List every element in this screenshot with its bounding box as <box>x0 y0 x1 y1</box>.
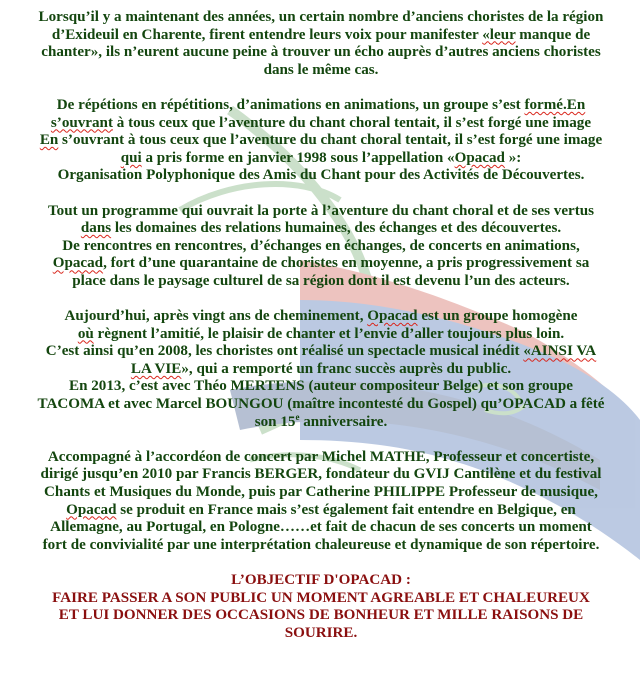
text-line <box>8 238 634 256</box>
text-line <box>8 150 634 168</box>
spellcheck-marked-text: s’ouvrant <box>50 114 113 131</box>
spellcheck-marked-text: où <box>77 325 94 342</box>
text-run: »: <box>504 149 522 166</box>
text-run: s’ouvrant à tous ceux que l’aventure du chant choral tentait, il s’est forgé une image <box>58 132 603 149</box>
spellcheck-marked-text: LA VIE <box>130 360 182 377</box>
text-line <box>8 273 634 291</box>
text-run: son 15 <box>254 413 296 430</box>
text-line <box>8 9 634 27</box>
text-run: L’OBJECTIF D'OPACAD : <box>231 572 411 588</box>
spellcheck-marked-text: En <box>39 132 59 149</box>
text-line <box>8 502 634 520</box>
text-line <box>8 132 634 150</box>
spellcheck-marked-text: dans <box>80 220 112 237</box>
text-run: Lorsqu’il y a maintenant des années, un certain nombre d’anciens choristes de la région <box>38 9 604 25</box>
text-run: Allemagne, au Portugal, en Pologne……et fait de chacun de ses concerts un moment <box>50 519 592 536</box>
text-run: Chants et Musiques du Monde, puis par Catherine PHILIPPE Professeur de musique, <box>44 484 598 501</box>
text-run: De répétions en répétitions, d’animations en animations, un groupe s’est <box>56 96 525 113</box>
document-text <box>8 9 634 660</box>
text-run: En 2013, c’est avec Théo MERTENS (auteur compositeur Belge) et son groupe <box>69 378 573 395</box>
text-run: d’Exideuil en Charente, firent entendre leurs voix pour manifester <box>51 26 483 43</box>
text-line <box>8 449 634 467</box>
text-line <box>8 220 634 238</box>
objective-heading <box>8 572 634 642</box>
text-line <box>8 572 634 590</box>
text-line <box>8 378 634 396</box>
spellcheck-marked-text: qui <box>120 149 142 166</box>
text-run: », qui a remporté un franc succès auprès du public. <box>181 360 512 377</box>
text-line <box>8 590 634 608</box>
paragraph-1 <box>8 9 634 79</box>
text-line <box>8 411 634 432</box>
text-run: a pris forme en janvier 1998 sous l’appellation « <box>141 149 455 166</box>
text-run: ET LUI DONNER DES OCCASIONS DE BONHEUR ET MILLE RAISONS DE <box>58 607 584 624</box>
paragraph-4 <box>8 308 634 431</box>
paragraph-5 <box>8 449 634 555</box>
superscript: e <box>295 411 300 422</box>
text-line <box>8 326 634 344</box>
text-line <box>8 519 634 537</box>
text-line <box>8 167 634 185</box>
text-run: FAIRE PASSER A SON PUBLIC UN MOMENT AGREABLE ET CHALEUREUX <box>52 589 590 606</box>
text-run: place dans le paysage culturel de sa région dont il est devenu l’un des acteurs. <box>72 272 570 289</box>
spellcheck-marked-text: formé.En <box>524 96 586 113</box>
text-run: Tout un programme qui ouvrait la porte à l’aventure du chant choral et de ses vertus <box>47 202 595 219</box>
text-run: est un groupe homogène <box>417 308 578 325</box>
text-run: anniversaire. <box>299 413 388 430</box>
text-line <box>8 361 634 379</box>
text-run: chanter», ils n’eurent aucune peine à trouver un écho auprès d’autres anciens choristes <box>41 44 601 61</box>
text-line <box>8 97 634 115</box>
text-run: dans le même cas. <box>263 61 379 78</box>
text-line <box>8 484 634 502</box>
text-run: TACOMA et avec Marcel BOUNGOU (maître incontesté du Gospel) qu’OPACAD a fêté <box>37 396 605 413</box>
text-line <box>8 255 634 273</box>
text-run: les domaines des relations humaines, des échanges et des découvertes. <box>111 220 562 237</box>
text-line <box>8 44 634 62</box>
text-run: C’est ainsi qu’en 2008, les choristes ont réalisé un spectacle musical inédit <box>45 343 524 360</box>
text-run: Organisation Polyphonique des Amis du Chant pour des Activités de Découvertes. <box>57 167 585 184</box>
spellcheck-marked-text: «AINSI VA <box>523 343 597 360</box>
text-run: manque de <box>515 26 591 43</box>
text-line <box>8 466 634 484</box>
spellcheck-marked-text: Opacad <box>367 308 418 325</box>
text-run: dirigé jusqu’en 2010 par Francis BERGER, fondateur du GVIJ Cantilène et du festival <box>40 466 602 483</box>
text-line <box>8 625 634 643</box>
text-line <box>8 343 634 361</box>
text-run: De rencontres en rencontres, d’échanges en échanges, de concerts en animations, <box>62 237 580 254</box>
text-run: fort de convivialité par une interprétation chaleureuse et dynamique de son répertoire. <box>42 536 600 553</box>
text-line <box>8 607 634 625</box>
text-run: SOURIRE. <box>284 624 358 641</box>
text-line <box>8 396 634 414</box>
spellcheck-marked-text: «leur <box>482 26 516 43</box>
text-run: , fort d’une quarantaine de choristes en moyenne, a pris progressivement sa <box>103 255 590 272</box>
text-line <box>8 115 634 133</box>
paragraph-3 <box>8 203 634 291</box>
text-run: se produit en France mais s’est également fait entendre en Belgique, en <box>116 501 576 518</box>
spellcheck-marked-text: Opacad <box>66 501 117 518</box>
text-line <box>8 62 634 80</box>
text-line <box>8 308 634 326</box>
text-line <box>8 203 634 221</box>
paragraph-2 <box>8 97 634 185</box>
text-line <box>8 537 634 555</box>
text-run: règnent l’amitié, le plaisir de chanter et l’envie d’aller toujours plus loin. <box>93 325 565 342</box>
text-run: à tous ceux que l’aventure du chant choral tentait, il s’est forgé une image <box>112 114 592 131</box>
text-line <box>8 27 634 45</box>
spellcheck-marked-text: Opacad <box>52 255 104 272</box>
text-run: Aujourd’hui, après vingt ans de cheminement, <box>64 308 368 325</box>
spellcheck-marked-text: Opacad <box>454 149 505 166</box>
text-run: Accompagné à l’accordéon de concert par Michel MATHE, Professeur et concertiste, <box>47 448 595 465</box>
